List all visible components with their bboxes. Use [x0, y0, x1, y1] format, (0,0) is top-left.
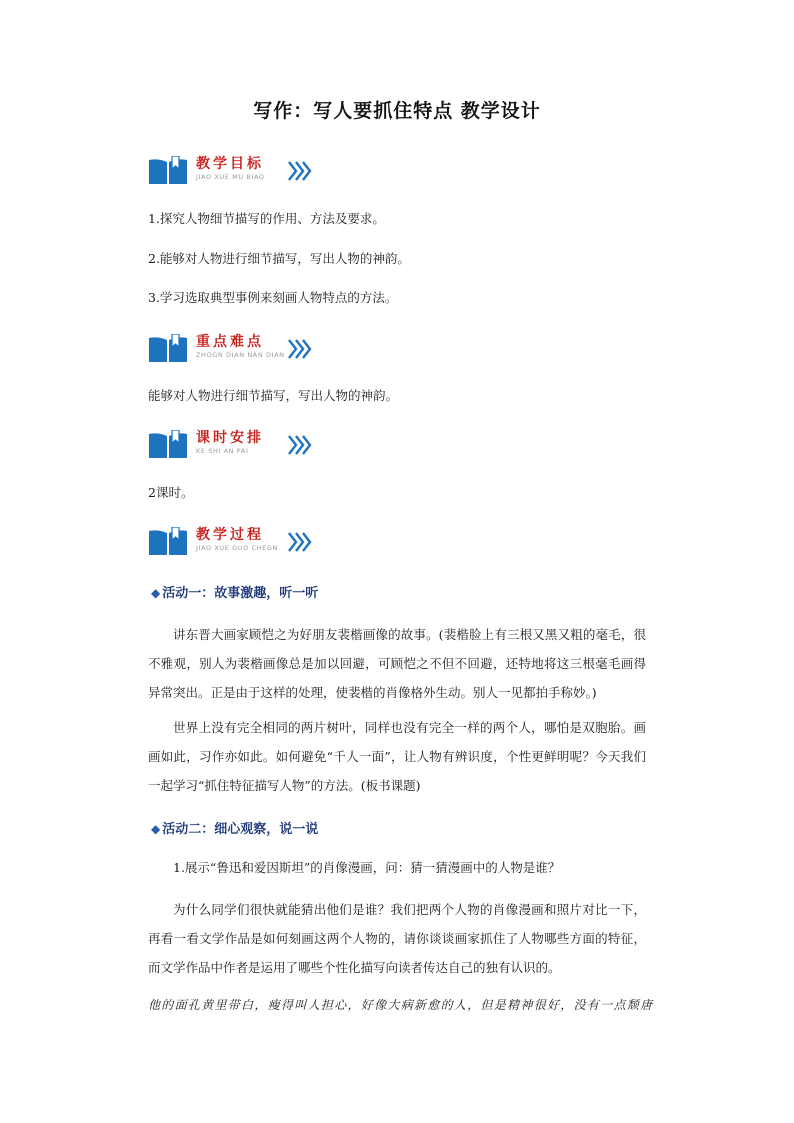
goal-item: 3.学习选取典型事例来刻画人物特点的方法。 — [148, 290, 398, 305]
activity2-paragraph: 为什么同学们很快就能猜出他们是谁？我们把两个人物的肖像漫画和照片对比一下，再看一看文学作品是如何刻画这两个人物的，请你谈谈画家抓住了人物哪些方面的特征，而文学作品中作者是运用了哪些个性化描写向读者传达自己的独有认识的。 — [148, 902, 646, 975]
section-title: 课时安排 — [196, 430, 264, 446]
activity-title: 活动一：故事激趣，听一听 — [162, 586, 319, 601]
section-pinyin: JIAO XUE MU BIAO — [196, 173, 265, 181]
schedule-text: 2课时。 — [148, 485, 194, 500]
activity2-paragraph: 1.展示“鲁迅和爱因斯坦”的肖像漫画，问：猜一猜漫画中的人物是谁？ — [173, 860, 561, 875]
open-book-icon — [148, 430, 188, 460]
triple-chevron-icon — [288, 434, 312, 456]
activity1-paragraph: 世界上没有完全相同的两片树叶，同样也没有完全一样的两个人，哪怕是双胞胎。画画如此，习作亦如此。如何避免“千人一面”，让人物有辨识度，个性更鲜明呢？今天我们一起学习“抓住特征描写人物”的方法。(板书课题) — [148, 720, 646, 793]
document-title: 写作：写人要抓住特点 教学设计 — [253, 100, 541, 122]
section-title: 教学目标 — [196, 156, 264, 172]
section-pinyin: ZHOGN DIAN NAN DIAN — [196, 351, 285, 359]
open-book-icon — [148, 334, 188, 364]
activity1-paragraph: 讲东晋大画家顾恺之为好朋友裴楷画像的故事。(裴楷脸上有三根又黑又粗的毫毛，很不雅观，别人为裴楷画像总是加以回避，可顾恺之不但不回避，还特地将这三根毫毛画得异常突出。正是由于这样的处理，使裴楷的肖像格外生动。别人一见都拍手称妙。) — [148, 627, 646, 700]
diamond-icon: ◆ — [151, 822, 161, 836]
activity-heading — [151, 818, 318, 837]
key-points-text: 能够对人物进行细节描写，写出人物的神韵。 — [148, 388, 399, 403]
activity-heading — [151, 582, 318, 601]
open-book-icon — [148, 527, 188, 557]
triple-chevron-icon — [288, 338, 312, 360]
activity-title: 活动二：细心观察，说一说 — [162, 822, 319, 837]
triple-chevron-icon — [288, 531, 312, 553]
section-title: 教学过程 — [196, 527, 264, 543]
section-pinyin: KE SHI AN PAI — [196, 447, 249, 455]
quote-text: 他的面孔黄里带白，瘦得叫人担心，好像大病新愈的人，但是精神很好，没有一点颓唐 — [148, 998, 654, 1012]
triple-chevron-icon — [288, 160, 312, 182]
diamond-icon: ◆ — [151, 586, 161, 600]
open-book-icon — [148, 156, 188, 186]
section-title: 重点难点 — [196, 334, 264, 350]
goal-item: 2.能够对人物进行细节描写，写出人物的神韵。 — [148, 251, 410, 266]
goal-item: 1.探究人物细节描写的作用、方法及要求。 — [148, 211, 385, 226]
section-pinyin: JIAO XUE GUO CHEGN — [196, 544, 278, 552]
